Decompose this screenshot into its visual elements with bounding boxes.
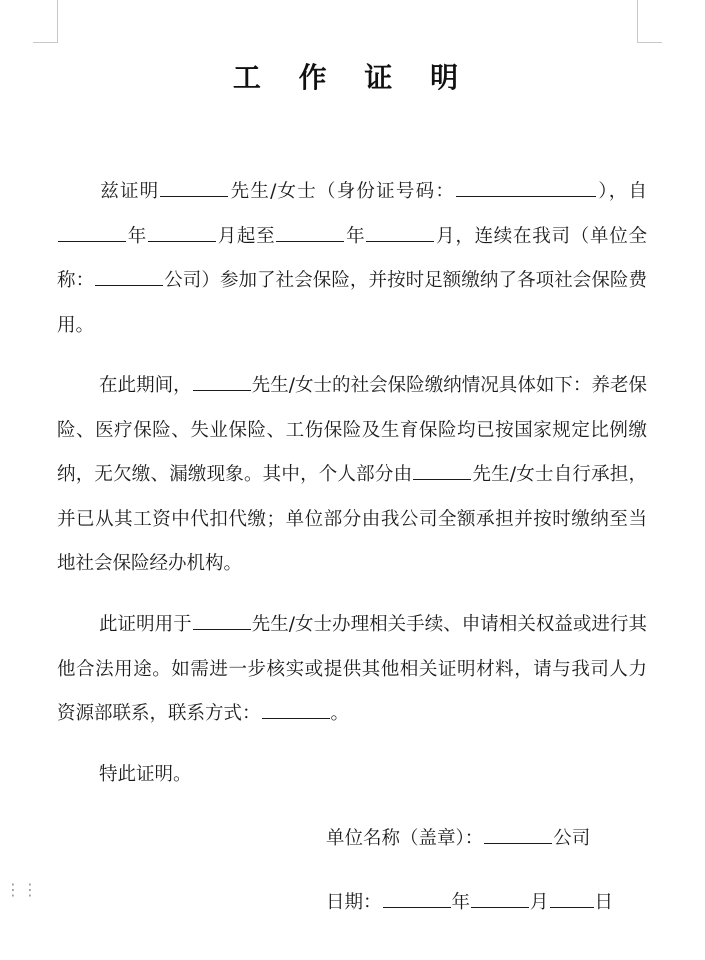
p1-text-6: 月起至 — [216, 225, 276, 247]
name-blank-2[interactable] — [193, 372, 251, 391]
company-name-blank[interactable] — [95, 267, 163, 286]
p4-text-1: 特此证明。 — [99, 764, 192, 785]
end-year-blank[interactable] — [276, 223, 344, 242]
date-year-label: 年 — [451, 892, 471, 913]
page-corner-mark-top-left — [33, 0, 58, 43]
name-blank[interactable] — [160, 178, 228, 197]
contact-blank[interactable] — [262, 700, 330, 719]
signature-company-line — [326, 824, 590, 854]
paragraph-1 — [57, 170, 647, 348]
page-corner-mark-top-right — [637, 0, 662, 43]
date-day-label: 日 — [594, 892, 614, 913]
date-label: 日期： — [326, 892, 382, 913]
p1-text-2: 先生/女士（身份证号码： — [229, 181, 456, 202]
start-year-blank[interactable] — [58, 223, 126, 242]
date-month-blank[interactable] — [471, 889, 529, 908]
document-title: 工 作 证 明 — [232, 61, 473, 94]
end-month-blank[interactable] — [366, 223, 434, 242]
date-year-blank[interactable] — [383, 889, 451, 908]
date-day-blank[interactable] — [550, 889, 594, 908]
p1-text-4: 自 — [628, 181, 647, 202]
paragraph-2 — [57, 364, 647, 587]
p3-text-1: 此证明用于 — [99, 614, 192, 635]
p3-text-2: 先生/女士办理相关手续、申请相关权益或进行其他合法用途。如需进一步核实或提供其他相关证明材料，请与我司人力资源部联系，联系方式： — [57, 614, 647, 724]
signature-company-blank[interactable] — [484, 825, 552, 844]
p3-text-3: 。 — [330, 703, 350, 724]
p1-text-9: 公司）参加了社会保险，并按时足额缴纳了各项社会保险费用。 — [57, 270, 647, 336]
p1-text-7: 年 — [345, 225, 366, 247]
date-month-label: 月 — [530, 892, 549, 913]
p2-text-2: 先生/女士的社会保险缴纳情况具体如下：养老保险、医疗保险、失业保险、工伤保险及生育保险均已按国家规定比例缴纳，无欠缴、漏缴现象。其中，个人部分由 — [57, 375, 647, 485]
p1-text-8: 月，连续在我司（单位全称： — [57, 225, 647, 291]
paragraph-3 — [57, 603, 647, 737]
id-number-blank[interactable] — [456, 178, 596, 197]
paragraph-4 — [57, 753, 647, 798]
p1-text-3: ）， — [597, 181, 629, 202]
start-month-blank[interactable] — [148, 223, 216, 242]
signature-date-line — [326, 888, 613, 918]
company-suffix: 公司 — [553, 828, 591, 849]
name-blank-4[interactable] — [193, 611, 251, 630]
p1-text-5: 年 — [127, 225, 147, 247]
drag-handle-icon[interactable]: ⋮⋮ — [5, 880, 39, 899]
p1-text-1: 兹证明 — [99, 181, 160, 202]
p2-text-1: 在此期间， — [99, 375, 192, 396]
p2-text-3: 先生/女士自行承担，并已从其工资中代扣代缴；单位部分由我公司全额承担并按时缴纳至当地社会保险经办机构。 — [57, 464, 647, 574]
company-label: 单位名称（盖章）： — [326, 828, 484, 849]
name-blank-3[interactable] — [413, 461, 471, 480]
